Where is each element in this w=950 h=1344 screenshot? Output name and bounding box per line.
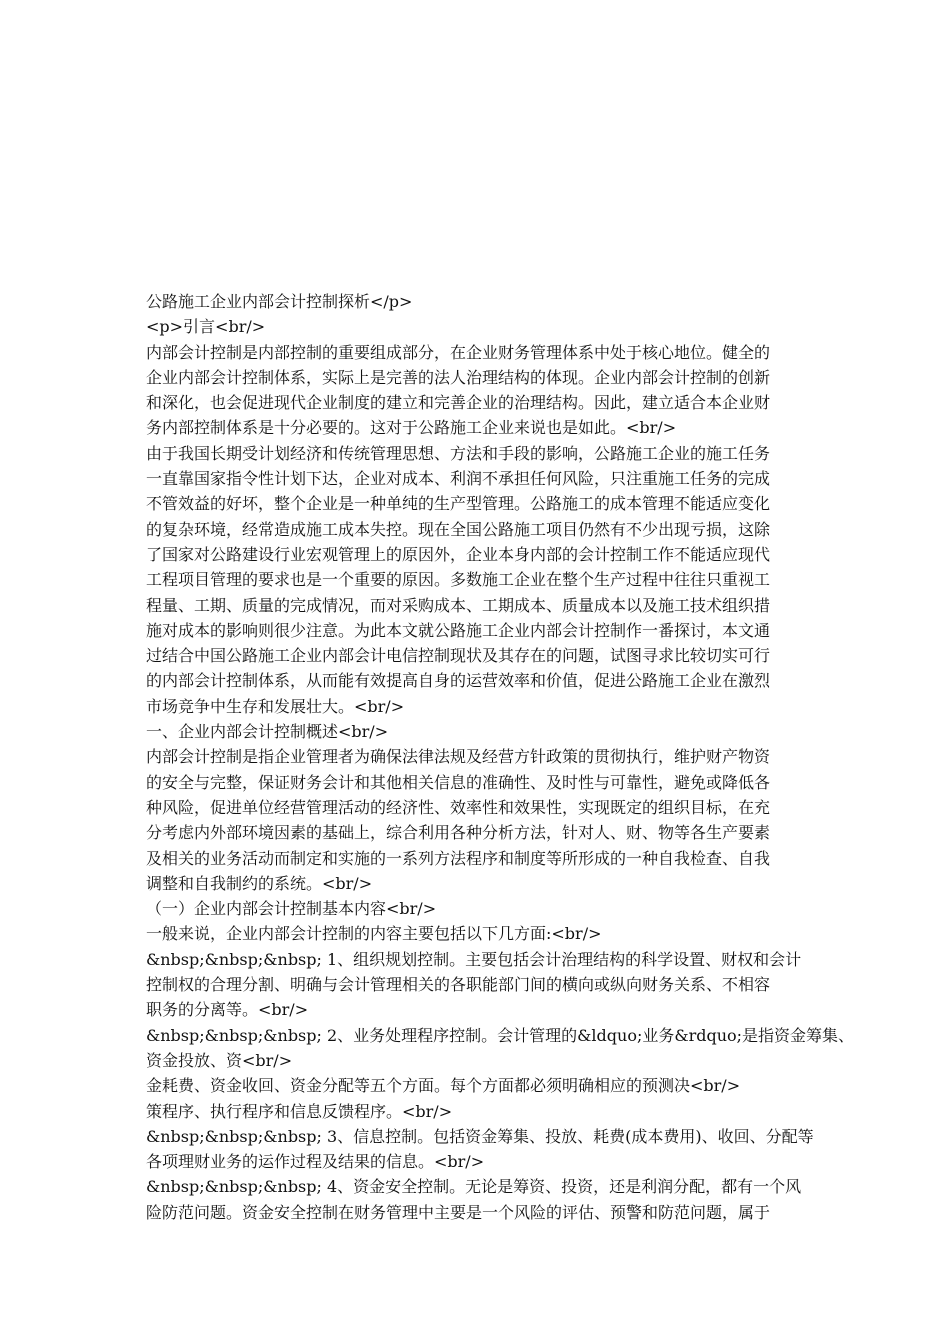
text-line: <p>引言<br/> [146, 317, 266, 337]
text-line: 控制权的合理分割、明确与会计管理相关的各职能部门间的横向或纵向财务关系、不相容 [146, 975, 771, 995]
document-title: 公路施工企业内部会计控制探析</p> [146, 292, 413, 311]
document-body [146, 289, 855, 1225]
text-line: 和深化，也会促进现代企业制度的建立和完善企业的治理结构。因此，建立适合本企业财 [146, 393, 771, 413]
text-line: 内部会计控制是指企业管理者为确保法律法规及经营方针政策的贯彻执行，维护财产物资 [146, 747, 771, 767]
text-line: 内部会计控制是内部控制的重要组成部分，在企业财务管理体系中处于核心地位。健全的 [146, 342, 771, 362]
text-line: 分考虑内外部环境因素的基础上，综合利用各种分析方法，针对人、财、物等各生产要素 [146, 823, 771, 843]
text-line: 金耗费、资金收回、资金分配等五个方面。每个方面都必须明确相应的预测决<br/> [146, 1076, 741, 1096]
text-line: 的内部会计控制体系，从而能有效提高自身的运营效率和价值，促进公路施工企业在激烈 [146, 671, 771, 691]
text-line: 不管效益的好坏，整个企业是一种单纯的生产型管理。公路施工的成本管理不能适应变化 [146, 494, 771, 514]
text-line: 的复杂环境，经常造成施工成本失控。现在全国公路施工项目仍然有不少出现亏损，这除 [146, 519, 771, 539]
text-line: 施对成本的影响则很少注意。为此本文就公路施工企业内部会计控制作一番探讨，本文通 [146, 620, 771, 640]
text-line: 工程项目管理的要求也是一个重要的原因。多数施工企业在整个生产过程中往往只重视工 [146, 570, 771, 590]
text-line: 一般来说，企业内部会计控制的内容主要包括以下几方面:<br/> [146, 924, 602, 944]
subsection-heading: （一）企业内部会计控制基本内容<br/> [146, 899, 437, 919]
text-line: 险防范问题。资金安全控制在财务管理中主要是一个风险的评估、预警和防范问题，属于 [146, 1202, 771, 1222]
text-line: 种风险，促进单位经营管理活动的经济性、效率性和效果性，实现既定的组织目标，在充 [146, 797, 771, 817]
text-line: 及相关的业务活动而制定和实施的一系列方法程序和制度等所形成的一种自我检查、自我 [146, 848, 771, 868]
text-line: 了国家对公路建设行业宏观管理上的原因外，企业本身内部的会计控制工作不能适应现代 [146, 544, 771, 564]
text-line: 一直靠国家指令性计划下达，企业对成本、利润不承担任何风险，只注重施工任务的完成 [146, 469, 771, 489]
text-line: 各项理财业务的运作过程及结果的信息。<br/> [146, 1152, 485, 1172]
text-line: 市场竞争中生存和发展壮大。<br/> [146, 696, 405, 716]
list-item-line: &nbsp;&nbsp;&nbsp; 1、组织规划控制。主要包括会计治理结构的科学设置、财权和会计 [146, 949, 802, 969]
text-line: 务内部控制体系是十分必要的。这对于公路施工企业来说也是如此。<br/> [146, 418, 677, 438]
section-heading: 一、企业内部会计控制概述<br/> [146, 722, 389, 742]
text-line: 职务的分离等。<br/> [146, 1000, 309, 1020]
list-item-line: &nbsp;&nbsp;&nbsp; 4、资金安全控制。无论是筹资、投资，还是利润分配，都有一个风 [146, 1177, 802, 1197]
list-item-line: &nbsp;&nbsp;&nbsp; 2、业务处理程序控制。会计管理的&ldquo;业务&rdquo;是指资金筹集、 [146, 1025, 855, 1045]
list-item-line: &nbsp;&nbsp;&nbsp; 3、信息控制。包括资金筹集、投放、耗费(成本费用)、收回、分配等 [146, 1126, 814, 1146]
text-line: 过结合中国公路施工企业内部会计电信控制现状及其存在的问题，试图寻求比较切实可行 [146, 646, 771, 666]
text-line: 由于我国长期受计划经济和传统管理思想、方法和手段的影响，公路施工企业的施工任务 [146, 443, 771, 463]
text-line: 调整和自我制约的系统。<br/> [146, 873, 373, 893]
text-line: 策程序、执行程序和信息反馈程序。<br/> [146, 1101, 453, 1121]
text-line: 企业内部会计控制体系，实际上是完善的法人治理结构的体现。企业内部会计控制的创新 [146, 367, 771, 387]
text-line: 程量、工期、质量的完成情况，而对采购成本、工期成本、质量成本以及施工技术组织措 [146, 595, 771, 615]
text-line: 的安全与完整，保证财务会计和其他相关信息的准确性、及时性与可靠性，避免或降低各 [146, 772, 771, 792]
text-line: 资金投放、资<br/> [146, 1050, 293, 1070]
